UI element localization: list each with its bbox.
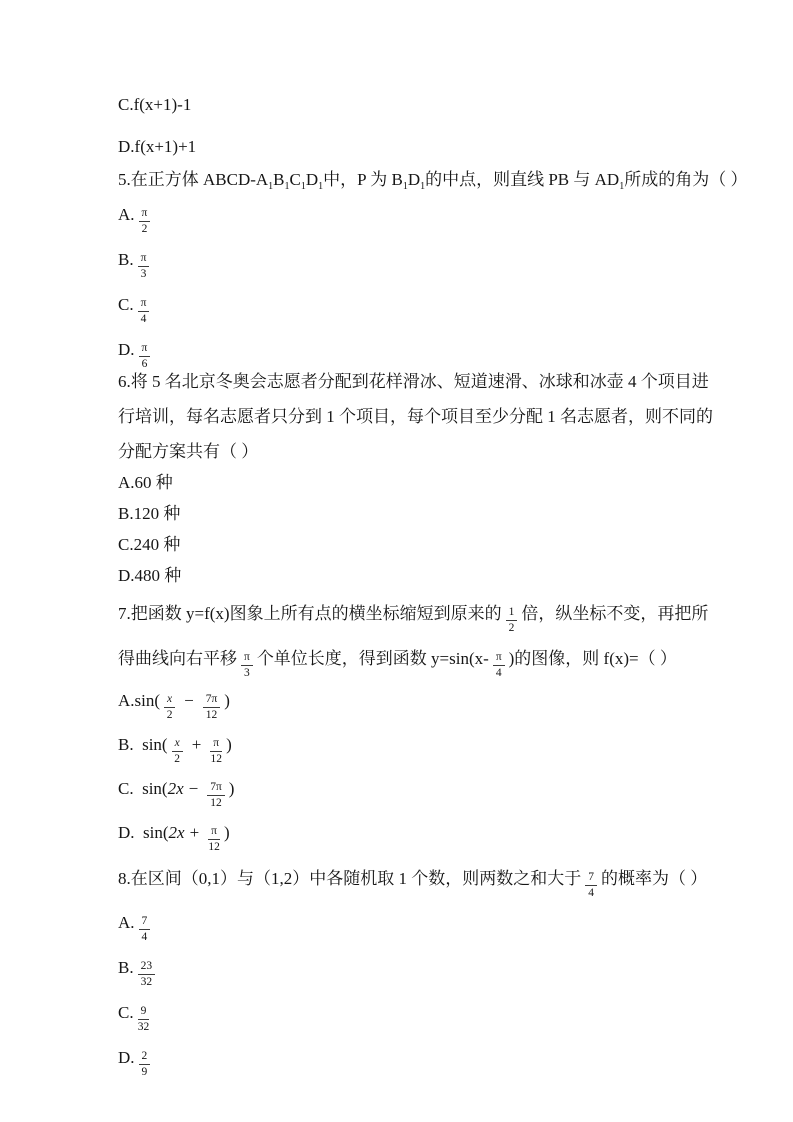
q8-option-a	[118, 905, 693, 944]
option-text: B.120 种	[118, 504, 181, 523]
fraction	[164, 693, 175, 722]
fraction	[139, 915, 151, 944]
q8-option-b	[118, 950, 693, 989]
q6-stem-line-2	[118, 407, 713, 426]
operator: −	[184, 691, 194, 710]
math-variable: 2x	[168, 823, 185, 842]
option-label: D.	[118, 340, 135, 359]
fraction-denominator: 2	[174, 753, 181, 765]
option-text: D.f(x+1)+1	[118, 137, 197, 156]
fraction-denominator: 32	[137, 1021, 150, 1033]
subscript: 1	[402, 181, 408, 192]
fraction	[138, 960, 156, 989]
fraction	[139, 207, 151, 236]
fraction-denominator: 3	[244, 667, 250, 679]
stem-text: 6.将 5 名北京冬奥会志愿者分配到花样滑冰、短道速滑、冰球和冰壶 4 个项目进	[118, 372, 709, 391]
fraction-numerator: 23	[138, 960, 156, 975]
option-text: C. sin(	[118, 779, 168, 798]
fraction-denominator: 6	[141, 358, 148, 370]
fraction	[139, 1050, 151, 1079]
fraction-numerator: π	[139, 207, 151, 222]
option-text: D.480 种	[118, 566, 182, 585]
subscript: 1	[318, 181, 324, 192]
stem-text: 行培训，每名志愿者只分到 1 个项目，每个项目至少分配 1 名志愿者，则不同的	[118, 407, 713, 426]
fraction-denominator: 2	[166, 709, 173, 721]
subscript: 1	[284, 181, 290, 192]
q6-option-c	[118, 535, 693, 554]
fraction-numerator: 7π	[203, 693, 221, 708]
option-label: B.	[118, 250, 134, 269]
q5-option-b	[118, 242, 693, 281]
operator: +	[191, 735, 202, 754]
stem-text: 中，P 为 B	[323, 170, 403, 189]
stem-text: C	[289, 170, 301, 189]
fraction-denominator: 4	[495, 667, 502, 679]
q4-option-c	[118, 95, 693, 114]
q7-stem-line-1	[118, 596, 709, 635]
fraction	[172, 737, 183, 766]
q7-option-b	[118, 727, 693, 766]
fraction-denominator: 4	[588, 887, 594, 899]
option-label: A.	[118, 205, 135, 224]
fraction	[203, 693, 221, 722]
fraction-numerator: x	[172, 737, 183, 752]
fraction	[506, 606, 518, 635]
stem-text: 5.在正方体 ABCD-A	[118, 170, 269, 189]
q5-option-d	[118, 332, 693, 371]
stem-text: 8.在区间（0,1）与（1,2）中各随机取 1 个数，则两数之和大于	[118, 869, 582, 888]
fraction-numerator: π	[139, 342, 151, 357]
option-text: )	[226, 735, 232, 754]
option-text: )	[224, 691, 230, 710]
q6-option-a	[118, 473, 693, 492]
option-label: A.	[118, 913, 135, 932]
fraction-numerator: π	[493, 651, 505, 666]
fraction	[493, 651, 505, 680]
fraction-numerator: π	[138, 252, 150, 267]
q5-option-a	[118, 197, 693, 236]
option-text: C.f(x+1)-1	[118, 95, 192, 114]
q6-option-b	[118, 504, 693, 523]
fraction	[138, 252, 150, 281]
stem-text: 得曲线向右平移	[118, 649, 237, 668]
stem-text: 个单位长度，得到函数 y=sin(x-	[256, 649, 489, 668]
q8-option-d	[118, 1040, 693, 1079]
option-label: C.	[118, 295, 134, 314]
fraction-numerator: 7π	[207, 781, 225, 796]
fraction-numerator: x	[164, 693, 175, 708]
fraction-denominator: 12	[205, 709, 218, 721]
math-variable: 2x	[167, 779, 184, 798]
operator: +	[189, 823, 200, 842]
option-label: D.	[118, 1048, 135, 1067]
fraction	[585, 871, 597, 900]
fraction-denominator: 3	[140, 268, 147, 280]
fraction-denominator: 12	[210, 753, 222, 765]
fraction-denominator: 4	[140, 313, 147, 325]
stem-text: D	[407, 170, 421, 189]
q8-option-c	[118, 995, 693, 1034]
subscript: 1	[420, 181, 426, 192]
fraction-numerator: π	[138, 297, 150, 312]
option-text: A.60 种	[118, 473, 173, 492]
q6-stem-line-3	[118, 442, 693, 461]
stem-text: 的概率为（ ）	[601, 869, 708, 888]
fraction-denominator: 2	[141, 223, 148, 235]
fraction	[139, 342, 151, 371]
option-text: )	[228, 779, 235, 798]
fraction	[207, 781, 225, 810]
stem-text: B	[273, 170, 285, 189]
q8-stem	[118, 861, 708, 900]
fraction	[138, 297, 150, 326]
fraction-numerator: π	[241, 651, 253, 666]
option-text: A.sin(	[118, 691, 161, 710]
fraction-denominator: 12	[210, 797, 222, 809]
subscript: 1	[619, 181, 625, 192]
q4-option-d	[118, 137, 693, 156]
stem-text: D	[305, 170, 319, 189]
q7-stem-line-2	[118, 641, 693, 680]
q7-option-d	[118, 815, 693, 854]
fraction-denominator: 32	[140, 976, 153, 988]
fraction	[138, 1005, 150, 1034]
stem-text: 所成的角为（ ）	[624, 170, 748, 189]
option-label: C.	[118, 1003, 134, 1022]
option-text: C.240 种	[118, 535, 181, 554]
q5-stem	[118, 170, 748, 192]
fraction-numerator: 7	[139, 915, 151, 930]
subscript: 1	[268, 181, 274, 192]
q6-option-d	[118, 566, 693, 585]
stem-text: 7.把函数 y=f(x)图象上所有点的横坐标缩短到原来的	[118, 604, 502, 623]
q6-stem-line-1	[118, 372, 709, 391]
q7-option-a	[118, 683, 693, 722]
stem-text: 的中点，则直线 PB 与 AD	[425, 170, 620, 189]
option-text: )	[223, 823, 230, 842]
fraction	[208, 825, 220, 854]
fraction-numerator: 2	[139, 1050, 151, 1065]
fraction-denominator: 4	[141, 931, 148, 943]
fraction-numerator: 7	[585, 871, 597, 886]
fraction-numerator: 1	[506, 606, 518, 621]
fraction-denominator: 2	[508, 622, 515, 634]
fraction-denominator: 12	[208, 841, 220, 853]
fraction	[241, 651, 253, 680]
operator: −	[188, 779, 199, 798]
option-text: D. sin(	[118, 823, 169, 842]
fraction-numerator: π	[208, 825, 220, 840]
q5-option-c	[118, 287, 693, 326]
stem-text: )的图像，则 f(x)=（ ）	[508, 649, 677, 668]
option-text: B. sin(	[118, 735, 168, 754]
stem-text: 倍，纵坐标不变，再把所	[521, 604, 709, 623]
fraction-denominator: 9	[141, 1066, 148, 1078]
fraction	[210, 737, 222, 766]
option-label: B.	[118, 958, 134, 977]
subscript: 1	[300, 181, 306, 192]
stem-text: 分配方案共有（ ）	[118, 442, 259, 461]
fraction-numerator: π	[210, 737, 222, 752]
q7-option-c	[118, 771, 693, 810]
fraction-numerator: 9	[138, 1005, 150, 1020]
